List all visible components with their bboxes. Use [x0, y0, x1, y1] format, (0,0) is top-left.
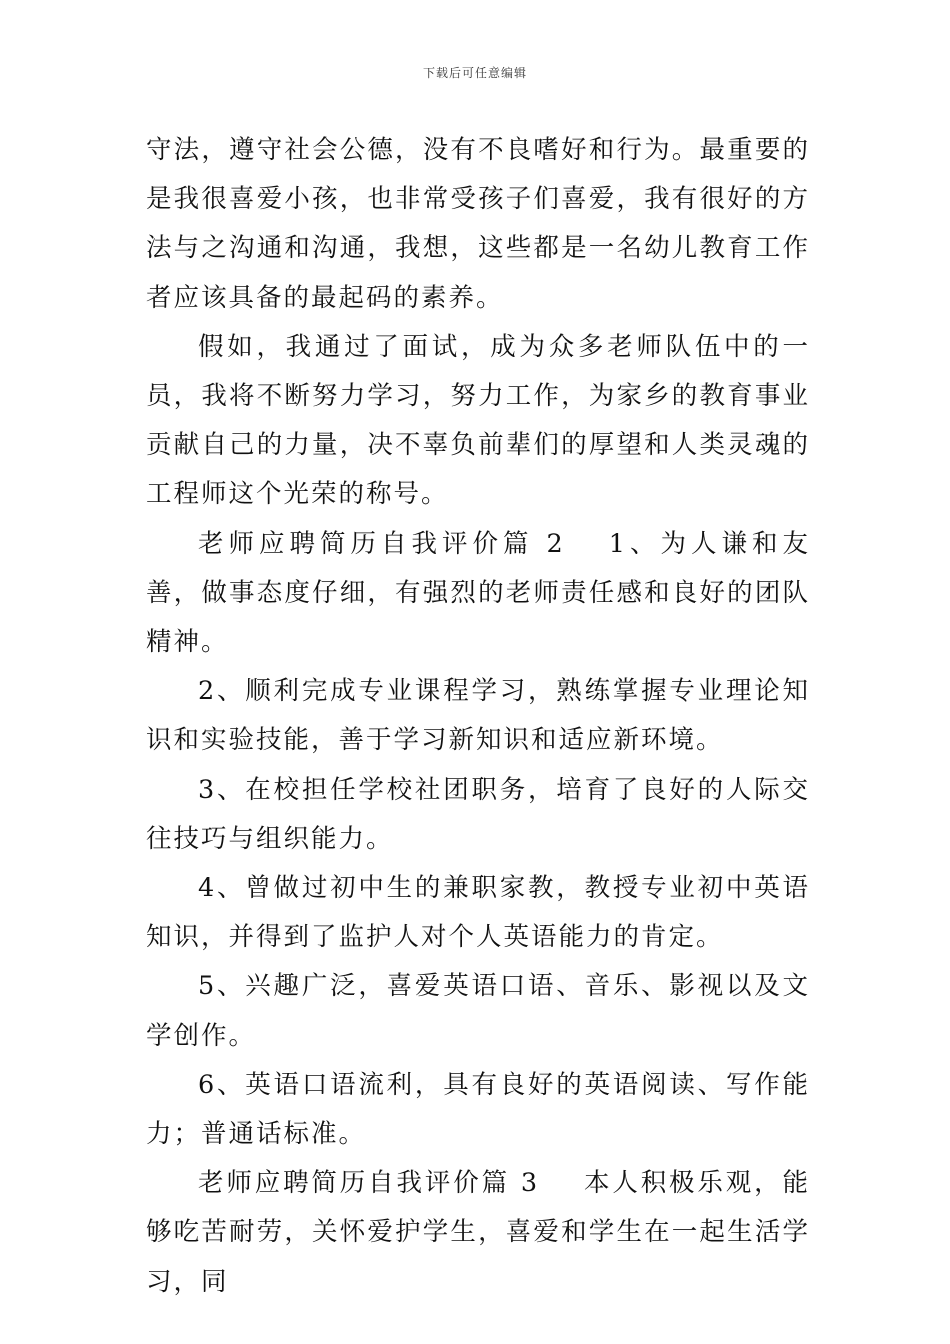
paragraph-6	[146, 864, 810, 962]
paragraph-7	[146, 962, 810, 1060]
paragraph-2	[146, 323, 810, 520]
paragraph-text: 4、曾做过初中生的兼职家教，教授专业初中英语知识，并得到了监护人对个人英语能力的肯定。	[146, 873, 810, 953]
paragraph-9	[146, 1159, 810, 1307]
paragraph-text: 3、在校担任学校社团职务，培育了良好的人际交往技巧与组织能力。	[146, 774, 810, 854]
paragraph-3	[146, 520, 810, 668]
paragraph-text: 1、为人谦和友善，做事态度仔细，有强烈的老师责任感和良好的团队精神。	[146, 528, 810, 658]
paragraph-8	[146, 1061, 810, 1159]
paragraph-text: 守法，遵守社会公德，没有不良嗜好和行为。最重要的是我很喜爱小孩，也非常受孩子们喜爱，我有很好的方法与之沟通和沟通，我想，这些都是一名幼儿教育工作者应该具备的最起码的素养。	[146, 135, 810, 313]
paragraph-text: 6、英语口语流利，具有良好的英语阅读、写作能力；普通话标准。	[146, 1069, 810, 1150]
paragraph-text: 2、顺利完成专业课程学习，熟练掌握专业理论知识和实验技能，善于学习新知识和适应新环境。	[146, 676, 810, 756]
paragraph-5	[146, 766, 810, 864]
paragraph-text: 5、兴趣广泛，喜爱英语口语、音乐、影视以及文学创作。	[146, 971, 810, 1051]
paragraph-1	[146, 126, 810, 323]
paragraph-text: 本人积极乐观，能够吃苦耐劳，关怀爱护学生，喜爱和学生在一起生活学习，同	[146, 1168, 810, 1297]
section-heading: 老师应聘简历自我评价篇 2	[198, 528, 565, 559]
section-heading: 老师应聘简历自我评价篇 3	[198, 1168, 540, 1199]
document-body	[146, 126, 810, 1307]
page-header-note: 下载后可任意编辑	[422, 66, 527, 80]
paragraph-4	[146, 667, 810, 765]
paragraph-text: 假如，我通过了面试，成为众多老师队伍中的一员，我将不断努力学习，努力工作，为家乡的教育事业贡献自己的力量，决不辜负前辈们的厚望和人类灵魂的工程师这个光荣的称号。	[146, 331, 810, 510]
